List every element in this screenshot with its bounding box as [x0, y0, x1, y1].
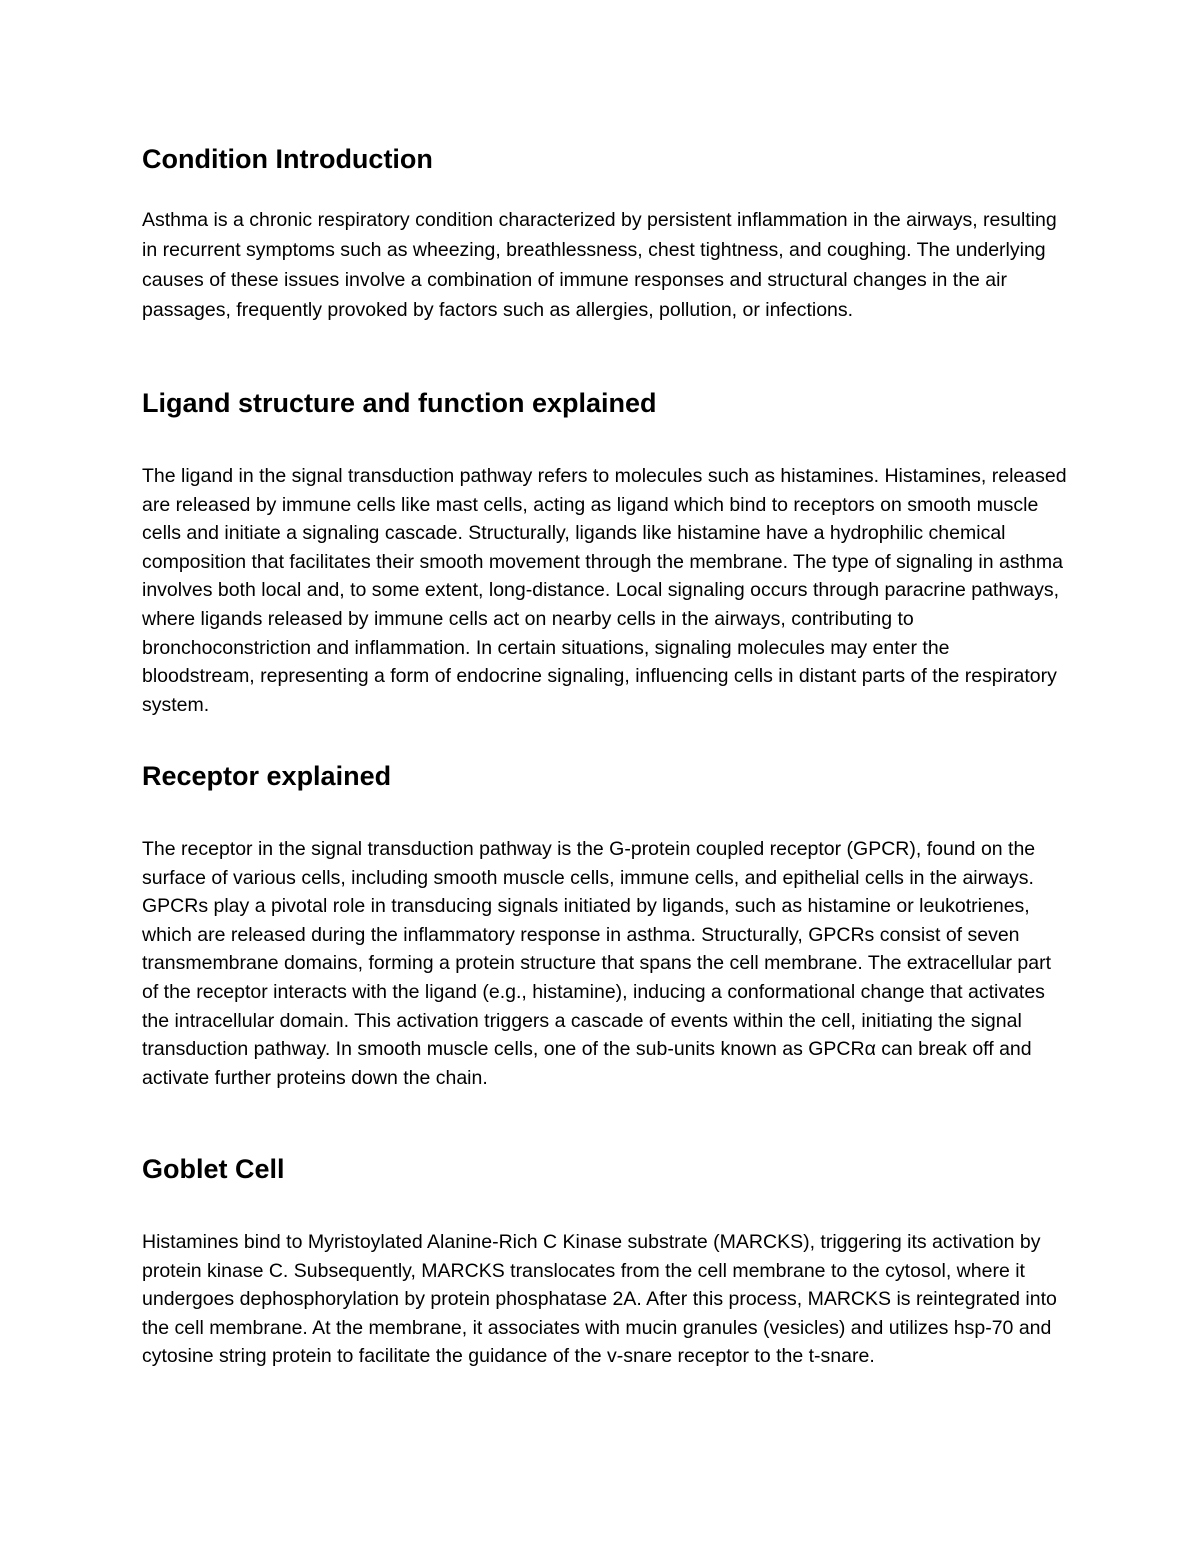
section-paragraph: The ligand in the signal transduction pathway refers to molecules such as histamines. Histamines, released are released by immune cells like mast cells, acting as ligand which bind to receptors on smooth muscle cells and initiate a signaling cascade. Structurally, ligands like histamine have a hydrophilic chemical composition that facilitates their smooth movement through the membrane. The type of signaling in asthma involves both local and, to some extent, long-distance. Local signaling occurs through paracrine pathways, where ligands released by immune cells act on nearby cells in the airways, contributing to bronchoconstriction and inflammation. In certain situations, signaling molecules may enter the bloodstream, representing a form of endocrine signaling, influencing cells in distant parts of the respiratory system. — [142, 465, 1067, 716]
section-heading: Condition Introduction — [142, 144, 433, 174]
section-receptor-explained — [142, 759, 1067, 1092]
section-heading: Goblet Cell — [142, 1154, 285, 1184]
section-goblet-cell — [142, 1152, 1067, 1371]
section-heading: Receptor explained — [142, 761, 392, 791]
section-paragraph: The receptor in the signal transduction pathway is the G-protein coupled receptor (GPCR), found on the surface of various cells, including smooth muscle cells, immune cells, and epithelial cells in the airways. GPCRs play a pivotal role in transducing signals initiated by ligands, such as histamine or leukotrienes, which are released during the inflammatory response in asthma. Structurally, GPCRs consist of seven transmembrane domains, forming a protein structure that spans the cell membrane. The extracellular part of the receptor interacts with the ligand (e.g., histamine), inducing a conformational change that activates the intracellular domain. This activation triggers a cascade of events within the cell, initiating the signal transduction pathway. In smooth muscle cells, one of the sub-units known as GPCRα can break off and activate further proteins down the chain. — [142, 838, 1051, 1089]
section-condition-introduction — [142, 142, 1067, 325]
section-paragraph: Asthma is a chronic respiratory condition characterized by persistent inflammation in the airways, resulting in recurrent symptoms such as wheezing, breathlessness, chest tightness, and coughing. The underlying causes of these issues involve a combination of immune responses and structural changes in the air passages, frequently provoked by factors such as allergies, pollution, or infections. — [142, 209, 1057, 321]
section-paragraph: Histamines bind to Myristoylated Alanine-Rich C Kinase substrate (MARCKS), triggering its activation by protein kinase C. Subsequently, MARCKS translocates from the cell membrane to the cytosol, where it undergoes dephosphorylation by protein phosphatase 2A. After this process, MARCKS is reintegrated into the cell membrane. At the membrane, it associates with mucin granules (vesicles) and utilizes hsp-70 and cytosine string protein to facilitate the guidance of the v-snare receptor to the t-snare. — [142, 1231, 1057, 1368]
section-heading: Ligand structure and function explained — [142, 388, 657, 418]
section-ligand-structure — [142, 386, 1067, 719]
